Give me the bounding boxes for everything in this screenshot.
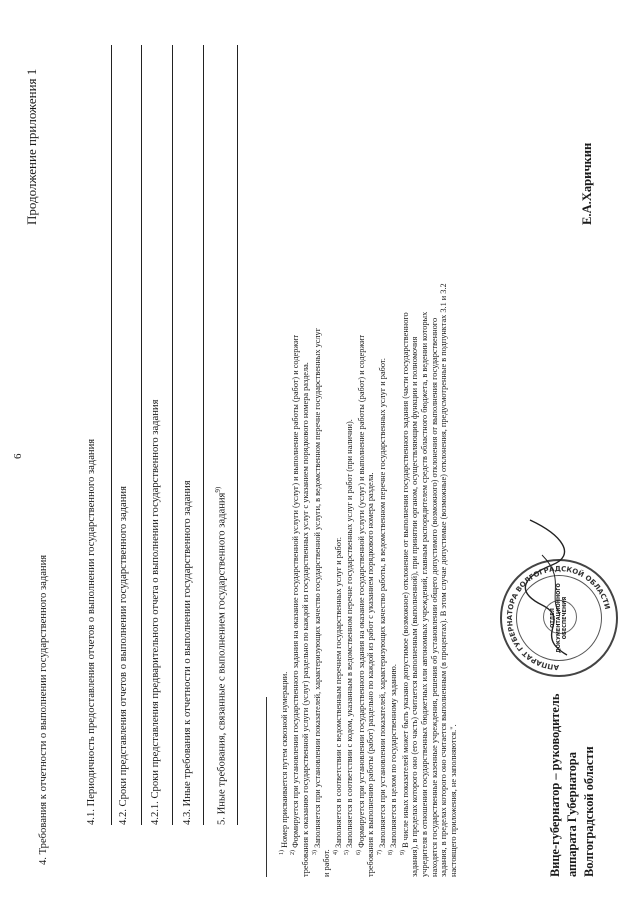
signatory-name: Е.А.Харичкин — [580, 142, 594, 225]
footnote: настоящего приложения, не заполняются.". — [449, 724, 459, 877]
fill-line — [141, 45, 142, 825]
footnote: задания), в пределах которого оно (его часть) считается выполненным (выполненной), при принятии органом, осуществляющим функции и полномочия — [410, 336, 420, 877]
signatory-title-line: Волгоградской области — [582, 746, 596, 877]
signatory-title-line: аппарата Губернатора — [565, 752, 579, 877]
footnote-separator — [266, 697, 267, 877]
footnote: $^{7)}$ Заполняется при установлении показателей, характеризующих качество работы, в ведомственном перечне государственных услуг и работ. — [376, 358, 387, 855]
footnote: $^{5)}$ Заполняется в соответствии с кодом, указанным в ведомственном перечне государственных услуг и работ (при наличии). — [344, 419, 355, 855]
footnotes — [278, 17, 459, 877]
requirement-item: 4.2.1. Сроки представления предварительного отчета о выполнении государственного задания — [150, 399, 161, 825]
footnote: и работ. — [322, 849, 332, 877]
fill-line — [172, 45, 173, 825]
requirement-item: 4.2. Сроки представления отчетов о выполнении государственного задания — [118, 486, 129, 825]
footnote: $^{1)}$ Номер присваивается путем сквозной нумерации. — [279, 671, 289, 855]
seal-text: ОТДЕЛ ДОКУМЕНТАЦИОННОГО ОБЕСПЕЧЕНИЯ — [550, 583, 568, 653]
footnote: $^{2)}$ Формируется при установлении государственного задания на оказание государственной услуги (услуг) и выполнение работы (работ) и содержит — [290, 334, 301, 855]
footnote: находятся государственные казенные учреждения, решения об установлении общего допустимого (возможного) отклонения от выполнения государственного — [429, 317, 439, 877]
fill-line — [237, 45, 238, 825]
handwritten-signature — [512, 515, 582, 665]
footnote: $^{6)}$ Формируется при установлении государственного задания на оказание государственной услуги (услуг) и выполнение работы (работ) и содержит — [355, 334, 366, 855]
requirement-item: 4. Требования к отчетности о выполнении государственного задания — [38, 554, 49, 865]
requirement-item: 5. Иные требования, связанные с выполнением государственного задания$^{9)}$ — [214, 486, 228, 825]
footnote: $^{4)}$ Заполняется в соответствии с ведомственным перечнем государственных услуг и работ. — [332, 537, 343, 855]
page-number: 6 — [12, 453, 24, 459]
fill-line — [111, 45, 112, 825]
signatory-title-line: Вице-губернатор – руководитель — [548, 693, 562, 877]
fill-line — [203, 45, 204, 825]
footnote: требования к оказанию государственной услуги (услуг) раздельно по каждой из государственных услуг с указанием порядкового номера раздела. — [300, 362, 310, 877]
footnote: $^{8)}$ Заполняется в целом по государственному заданию. — [388, 664, 399, 855]
continuation-header: Продолжение приложения 1 — [24, 68, 39, 225]
footnote: $^{9)}$ В числе иных показателей может быть указано допустимое (возможное) отклонение от выполнения государственного задания (части государственного — [399, 312, 410, 855]
footnote: задания, в пределах которого оно считается выполненным (в процентах). В этом случае допустимые (возможные) отклонения, предусмотренные в подпунктах 3.1 и 3.2 — [439, 283, 449, 877]
footnote: $^{3)}$ Заполняется при установлении показателей, характеризующих качество государственной услуги, в ведомственном перечне государственных услуг — [311, 327, 322, 855]
footnote: требования к выполнению работы (работ) раздельно по каждой из работ с указанием порядкового номера раздела. — [366, 472, 376, 877]
footnote: учредителя в отношении государственных бюджетных или автономных учреждений, главным распорядителем средств областного бюджета, в ведении которых — [420, 311, 430, 877]
requirement-item: 4.3. Иные требования к отчетности о выполнении государственного задания — [182, 480, 193, 825]
requirement-item: 4.1. Периодичность предоставления отчетов о выполнении государственного задания — [86, 438, 97, 825]
svg-text:АППАРАТ ГУБЕРНАТОРА ВОЛГОГРАДС: АППАРАТ ГУБЕРНАТОРА ВОЛГОГРАДСКОЙ ОБЛАСТИ — [505, 564, 612, 672]
